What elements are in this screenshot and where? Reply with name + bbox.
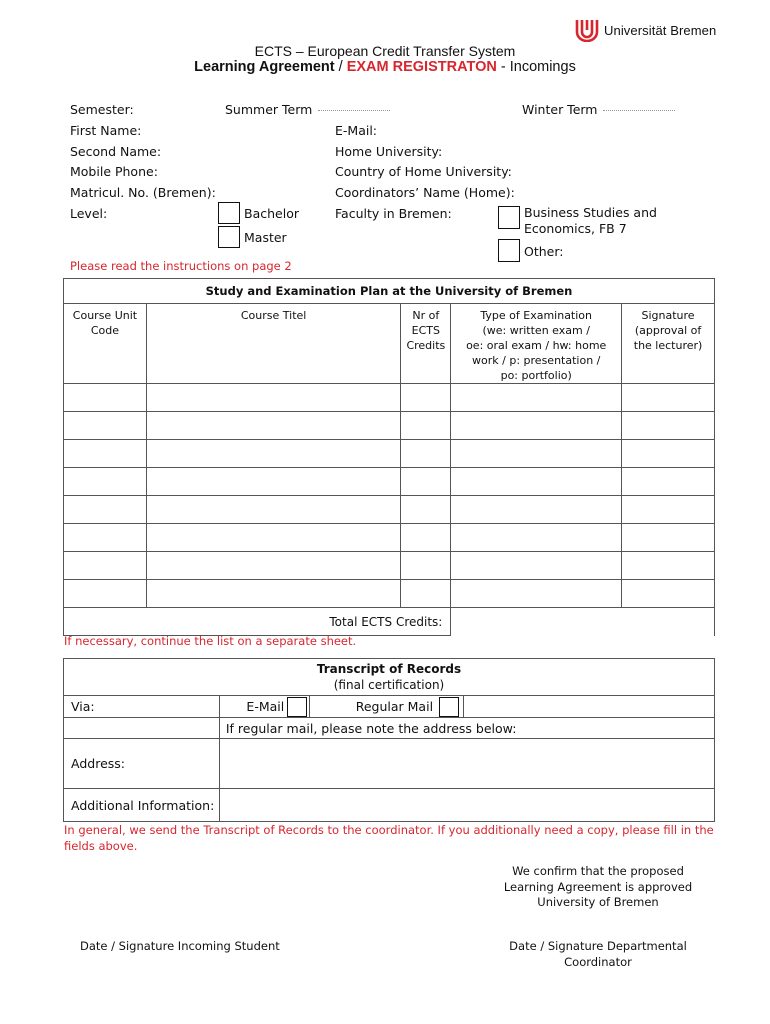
other-label: Other: bbox=[524, 244, 564, 259]
table-cell[interactable] bbox=[146, 440, 400, 468]
total-ects-label: Total ECTS Credits: bbox=[64, 608, 451, 636]
col-ects-l2: ECTS bbox=[411, 324, 441, 337]
table-cell[interactable] bbox=[64, 412, 147, 440]
table-row[interactable] bbox=[64, 468, 715, 496]
table-cell[interactable] bbox=[146, 496, 400, 524]
table-row[interactable] bbox=[64, 552, 715, 580]
table-cell[interactable] bbox=[622, 440, 715, 468]
col-signature-l2: (approval of bbox=[634, 324, 702, 337]
total-ects-value[interactable] bbox=[451, 608, 622, 636]
email-field[interactable]: E-Mail: bbox=[335, 123, 378, 138]
table-cell[interactable] bbox=[64, 524, 147, 552]
via-empty bbox=[463, 696, 714, 718]
col-signature bbox=[622, 304, 715, 384]
table-row[interactable] bbox=[64, 496, 715, 524]
transcript-title-cell bbox=[64, 659, 715, 696]
col-ects-l1: Nr of bbox=[412, 309, 440, 322]
col-ects bbox=[401, 304, 451, 384]
table-cell[interactable] bbox=[622, 384, 715, 412]
university-logo-icon bbox=[574, 18, 600, 42]
university-logo bbox=[574, 18, 716, 42]
first-name-field[interactable]: First Name: bbox=[70, 123, 142, 138]
table-cell[interactable] bbox=[401, 440, 451, 468]
study-plan-title: Study and Examination Plan at the University of Bremen bbox=[64, 279, 715, 304]
coordinator-signature-line1: Date / Signature Departmental bbox=[509, 939, 687, 953]
transcript-title: Transcript of Records bbox=[316, 662, 462, 676]
master-label: Master bbox=[244, 230, 287, 245]
business-studies-line1: Business Studies and bbox=[524, 205, 657, 220]
winter-term-line bbox=[603, 110, 675, 111]
table-row[interactable] bbox=[64, 440, 715, 468]
additional-info-label: Additional Information: bbox=[64, 789, 220, 822]
bachelor-label: Bachelor bbox=[244, 206, 299, 221]
table-cell[interactable] bbox=[64, 468, 147, 496]
winter-term-label: Winter Term bbox=[522, 102, 598, 117]
table-cell[interactable] bbox=[451, 524, 622, 552]
table-cell[interactable] bbox=[451, 468, 622, 496]
regular-note: If regular mail, please note the address below: bbox=[219, 718, 714, 739]
col-exam-type-l2: (we: written exam / bbox=[482, 324, 590, 337]
via-row bbox=[64, 696, 715, 718]
additional-info-row bbox=[64, 789, 715, 822]
study-plan-header-row bbox=[64, 304, 715, 384]
table-cell[interactable] bbox=[401, 412, 451, 440]
via-email-cell bbox=[287, 696, 309, 718]
table-cell[interactable] bbox=[401, 384, 451, 412]
table-cell[interactable] bbox=[622, 524, 715, 552]
confirmation-block bbox=[498, 864, 698, 911]
table-cell[interactable] bbox=[451, 440, 622, 468]
bachelor-checkbox[interactable] bbox=[218, 202, 240, 224]
title-bold: Learning Agreement bbox=[194, 59, 335, 75]
table-cell[interactable] bbox=[401, 524, 451, 552]
via-email-label: E-Mail bbox=[219, 696, 287, 718]
study-plan-title-row bbox=[64, 279, 715, 304]
total-row bbox=[64, 608, 715, 636]
student-signature-label: Date / Signature Incoming Student bbox=[80, 939, 280, 953]
table-cell[interactable] bbox=[146, 580, 400, 608]
confirm-line1: We confirm that the proposed bbox=[512, 864, 684, 878]
table-cell[interactable] bbox=[622, 496, 715, 524]
instructions-note: Please read the instructions on page 2 bbox=[70, 259, 292, 273]
document-title bbox=[0, 59, 770, 75]
transcript-note-line2: fields above. bbox=[64, 839, 138, 853]
summer-term-line bbox=[318, 110, 390, 111]
table-cell[interactable] bbox=[64, 580, 147, 608]
university-logo-text: Universität Bremen bbox=[604, 22, 717, 38]
table-cell[interactable] bbox=[451, 412, 622, 440]
transcript-subtitle: (final certification) bbox=[333, 678, 445, 692]
address-label: Address: bbox=[64, 739, 220, 789]
via-regular-mail-cell bbox=[439, 696, 463, 718]
col-exam-type bbox=[451, 304, 622, 384]
col-signature-l3: the lecturer) bbox=[633, 339, 703, 352]
table-cell[interactable] bbox=[64, 440, 147, 468]
table-cell[interactable] bbox=[146, 552, 400, 580]
title-tail: - Incomings bbox=[496, 59, 576, 75]
mobile-phone-field[interactable]: Mobile Phone: bbox=[70, 164, 158, 179]
table-cell[interactable] bbox=[401, 468, 451, 496]
title-red: EXAM REGISTRATON bbox=[346, 59, 497, 75]
table-cell[interactable] bbox=[64, 552, 147, 580]
table-cell[interactable] bbox=[451, 552, 622, 580]
summer-term[interactable] bbox=[225, 102, 390, 117]
table-row[interactable] bbox=[64, 524, 715, 552]
address-row bbox=[64, 739, 715, 789]
continue-note: If necessary, continue the list on a separate sheet. bbox=[64, 634, 357, 648]
col-course-title: Course Titel bbox=[146, 304, 400, 384]
matricul-field[interactable]: Matricul. No. (Bremen): bbox=[70, 185, 216, 200]
table-cell[interactable] bbox=[622, 552, 715, 580]
via-label: Via: bbox=[64, 696, 220, 718]
total-empty bbox=[622, 608, 715, 636]
table-cell[interactable] bbox=[146, 412, 400, 440]
table-row[interactable] bbox=[64, 412, 715, 440]
coordinator-signature-line2: Coordinator bbox=[564, 954, 632, 969]
title-slash: / bbox=[334, 59, 347, 75]
transcript-table bbox=[63, 658, 715, 822]
summer-term-label: Summer Term bbox=[225, 102, 313, 117]
via-email-checkbox[interactable] bbox=[287, 697, 307, 717]
col-signature-l1: Signature bbox=[641, 309, 695, 322]
confirm-line2: Learning Agreement is approved bbox=[503, 879, 693, 894]
table-cell[interactable] bbox=[64, 384, 147, 412]
col-ects-l3: Credits bbox=[406, 339, 446, 352]
table-cell[interactable] bbox=[622, 468, 715, 496]
second-name-field[interactable]: Second Name: bbox=[70, 144, 162, 159]
table-row[interactable] bbox=[64, 580, 715, 608]
table-row[interactable] bbox=[64, 384, 715, 412]
transcript-note bbox=[64, 822, 714, 854]
study-plan-table bbox=[63, 278, 715, 636]
via-regular-mail-label: Regular Mail bbox=[309, 696, 439, 718]
via-regular-mail-checkbox[interactable] bbox=[439, 697, 459, 717]
table-cell[interactable] bbox=[401, 580, 451, 608]
table-cell[interactable] bbox=[622, 580, 715, 608]
table-cell[interactable] bbox=[451, 496, 622, 524]
table-cell[interactable] bbox=[401, 552, 451, 580]
home-university-field[interactable]: Home University: bbox=[335, 144, 443, 159]
col-course-code-l1: Course Unit bbox=[72, 309, 138, 322]
address-input[interactable] bbox=[219, 739, 714, 789]
level-label: Level: bbox=[70, 206, 108, 221]
col-exam-type-l4: work / p: presentation / bbox=[472, 354, 601, 367]
table-cell[interactable] bbox=[146, 468, 400, 496]
col-exam-type-l3: oe: oral exam / hw: home bbox=[466, 339, 607, 352]
country-field[interactable]: Country of Home University: bbox=[335, 164, 512, 179]
table-cell[interactable] bbox=[146, 384, 400, 412]
table-cell[interactable] bbox=[451, 384, 622, 412]
additional-info-input[interactable] bbox=[219, 789, 714, 822]
table-cell[interactable] bbox=[401, 496, 451, 524]
regular-note-empty bbox=[64, 718, 220, 739]
table-cell[interactable] bbox=[622, 412, 715, 440]
semester-label: Semester: bbox=[70, 102, 134, 117]
transcript-note-line1: In general, we send the Transcript of Records to the coordinator. If you additionally need a copy, please fill in the bbox=[64, 823, 714, 837]
col-course-code-l2: Code bbox=[90, 324, 120, 337]
transcript-title-row bbox=[64, 659, 715, 696]
winter-term[interactable] bbox=[522, 102, 675, 117]
business-studies-label bbox=[524, 205, 657, 237]
coordinator-signature-label bbox=[498, 939, 698, 970]
business-studies-checkbox[interactable] bbox=[498, 206, 520, 229]
table-cell[interactable] bbox=[146, 524, 400, 552]
col-course-code bbox=[64, 304, 147, 384]
col-exam-type-l5: po: portfolio) bbox=[500, 369, 572, 382]
coordinators-field[interactable]: Coordinators’ Name (Home): bbox=[335, 185, 515, 200]
regular-note-row bbox=[64, 718, 715, 739]
business-studies-line2: Economics, FB 7 bbox=[524, 221, 627, 236]
other-checkbox[interactable] bbox=[498, 239, 520, 262]
document-subtitle: ECTS – European Credit Transfer System bbox=[254, 43, 516, 59]
master-checkbox[interactable] bbox=[218, 226, 240, 248]
col-exam-type-l1: Type of Examination bbox=[480, 309, 593, 322]
table-cell[interactable] bbox=[64, 496, 147, 524]
table-cell[interactable] bbox=[451, 580, 622, 608]
faculty-label: Faculty in Bremen: bbox=[335, 206, 452, 221]
confirm-line3: University of Bremen bbox=[537, 895, 659, 909]
